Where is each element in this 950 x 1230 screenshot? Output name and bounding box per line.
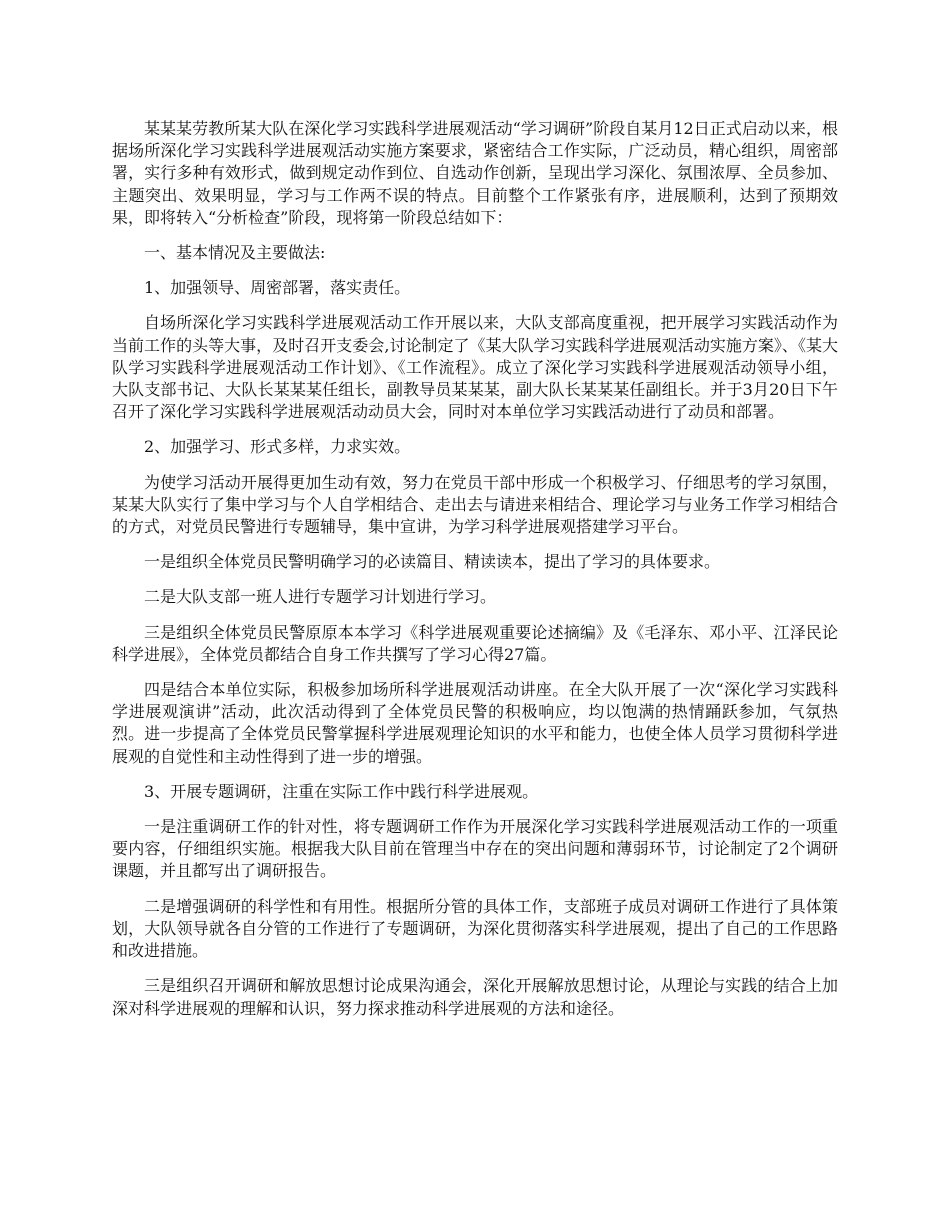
subsection-heading-2: 2、加强学习、形式多样，力求实效。 [144,437,411,457]
subsection-1-body: 自场所深化学习实践科学进展观活动工作开展以来，大队支部高度重视，把开展学习实践活动作为当前工作的头等大事，及时召开支委会,讨论制定了《某大队学习实践科学进展观活动实施方案》、《某大队学习实践科学进展观活动工作计划》、《工作流程》。成立了深化学习实践科学进展观活动领导小组，大队支部书记、大队长某某某任组长，副教导员某某某，副大队长某某某任副组长。并于3月20日下午召开了深化学习实践科学进展观活动动员大会，同时对本单位学习实践活动进行了动员和部署。 [112,313,838,422]
subsection-2-point-1: 一是组织全体党员民警明确学习的必读篇目、精读读本，提出了学习的具体要求。 [144,552,721,572]
subsection-2-point-2: 二是大队支部一班人进行专题学习计划进行学习。 [144,587,497,607]
intro-paragraph: 某某某劳教所某大队在深化学习实践科学进展观活动“学习调研”阶段自某月12日正式启动以来，根据场所深化学习实践科学进展观活动实施方案要求，紧密结合工作实际，广泛动员，精心组织，周密部署，实行多种有效形式，做到规定动作到位、自选动作创新，呈现出学习深化、氛围浓厚、全员参加、主题突出、效果明显，学习与工作两不误的特点。目前整个工作紧张有序，进展顺利，达到了预期效果，即将转入“分析检查”阶段，现将第一阶段总结如下： [112,119,838,227]
subsection-3-point-1: 一是注重调研工作的针对性，将专题调研工作作为开展深化学习实践科学进展观活动工作的一项重要内容，仔细组织实施。根据我大队目前在管理当中存在的突出问题和薄弱环节，讨论制定了2个调研课题，并且都写出了调研报告。 [112,817,838,881]
subsection-heading-3: 3、开展专题调研，注重在实际工作中践行科学进展观。 [144,781,539,801]
subsection-2-point-4: 四是结合本单位实际，积极参加场所科学进展观活动讲座。在全大队开展了一次“深化学习实践科学进展观演讲”活动，此次活动得到了全体党员民警的积极响应，均以饱满的热情踊跃参加，气氛热烈。进一步提高了全体党员民警掌握科学进展观理论知识的水平和能力，也使全体人员学习贯彻科学进展观的自觉性和主动性得到了进一步的增强。 [112,680,838,766]
subsection-3-point-2: 二是增强调研的科学性和有用性。根据所分管的具体工作，支部班子成员对调研工作进行了具体策划，大队领导就各自分管的工作进行了专题调研，为深化贯彻落实科学进展观，提出了自己的工作思路和改进措施。 [112,896,838,961]
section-heading-1: 一、基本情况及主要做法: [144,243,326,263]
subsection-3-point-3: 三是组织召开调研和解放思想讨论成果沟通会，深化开展解放思想讨论，从理论与实践的结合上加深对科学进展观的理解和认识，努力探求推动科学进展观的方法和途径。 [112,976,838,1018]
subsection-heading-1: 1、加强领导、周密部署，落实责任。 [144,278,411,298]
subsection-2-body: 为使学习活动开展得更加生动有效，努力在党员干部中形成一个积极学习、仔细思考的学习氛围，某某大队实行了集中学习与个人自学相结合、走出去与请进来相结合、理论学习与业务工作学习相结合的方式，对党员民警进行专题辅导，集中宣讲，为学习科学进展观搭建学习平台。 [112,472,838,537]
subsection-2-point-3: 三是组织全体党员民警原原本本学习《科学进展观重要论述摘编》及《毛泽东、邓小平、江泽民论科学进展》，全体党员都结合自身工作共撰写了学习心得27篇。 [112,622,838,664]
document-page [112,118,838,1033]
